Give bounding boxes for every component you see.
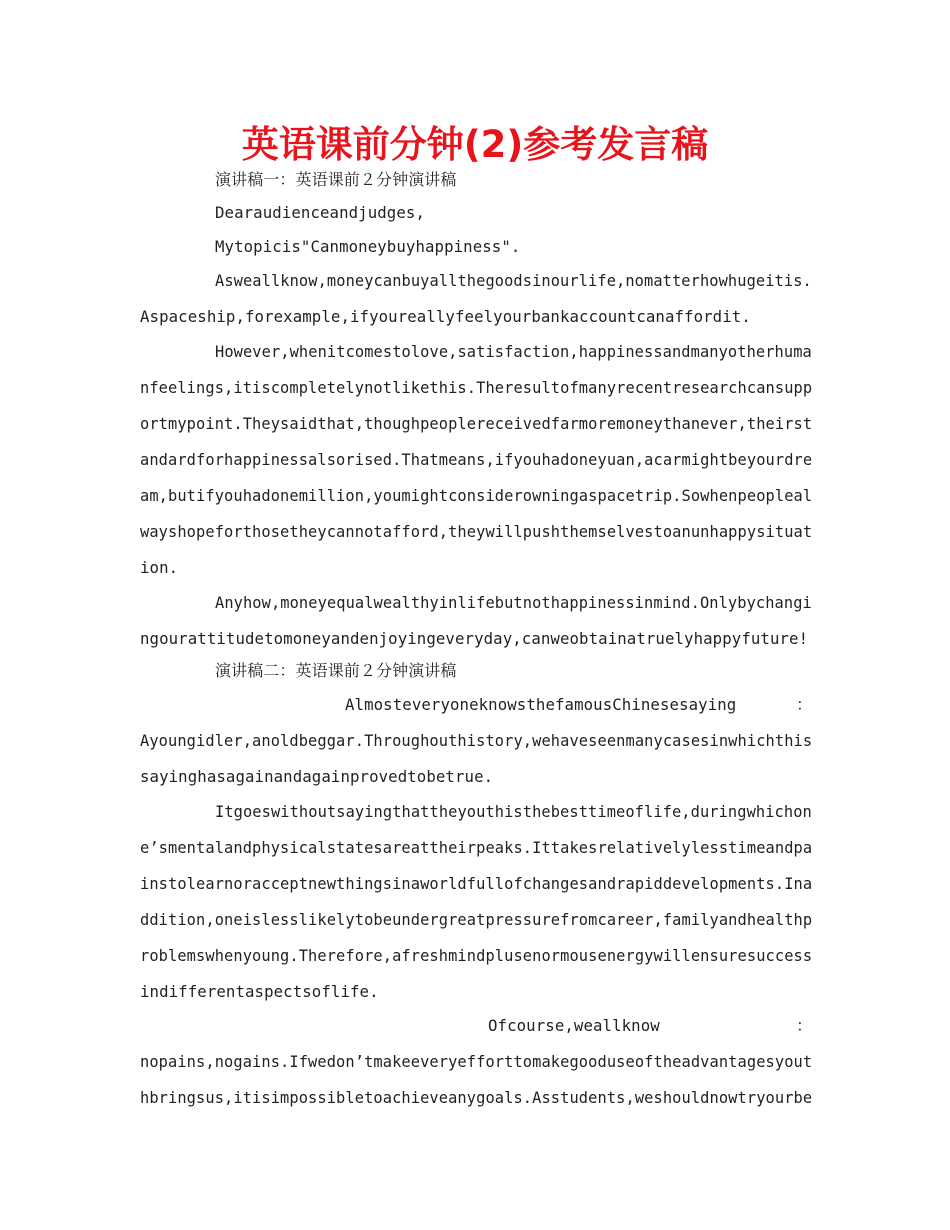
text-line: Anyhow,moneyequalwealthyinlifebutnothappinessinmind.Onlybychangi [215, 593, 812, 612]
text-line: nfeelings,itiscompletelynotlikethis.Theresultofmanyrecentresearchcansupp [140, 378, 813, 397]
text-line: ion. [140, 558, 179, 577]
speech-one-heading: 演讲稿一：英语课前２分钟演讲稿 [215, 170, 457, 189]
text-line: Ayoungidler,anoldbeggar.Throughouthistory,wehaveseenmanycasesinwhichthis [140, 731, 813, 750]
text-line: Dearaudienceandjudges, [215, 203, 425, 222]
text-line: wayshopeforthosetheycannotafford,theywillpushthemselvestoanunhappysituat [140, 522, 813, 541]
text-line: Asweallknow,moneycanbuyallthegoodsinourlife,nomatterhowhugeitis. [215, 271, 812, 290]
text-line: Mytopicis"Canmoneybuyhappiness". [215, 237, 521, 256]
document-title: 英语课前分钟(2)参考发言稿 [241, 123, 709, 166]
text-line: am,butifyouhadonemillion,youmightconsiderowningaspacetrip.Sowhenpeopleal [140, 486, 813, 505]
colon-mark: ： [796, 1016, 812, 1035]
text-line: roblemswhenyoung.Therefore,afreshmindplusenormousenergywillensuresuccess [140, 946, 813, 965]
text-line: e’smentalandphysicalstatesareattheirpeaks.Ittakesrelativelylesstimeandpa [140, 838, 813, 857]
text-line: sayinghasagainandagainprovedtobetrue. [140, 767, 494, 786]
text-line: instolearnoracceptnewthingsinaworldfullofchangesandrapiddevelopments.Ina [140, 874, 813, 893]
text-line: Aspaceship,forexample,ifyoureallyfeelyourbankaccountcanaffordit. [140, 307, 751, 326]
speech-two-heading: 演讲稿二：英语课前２分钟演讲稿 [215, 661, 457, 680]
text-line: Ofcourse,weallknow [488, 1016, 660, 1035]
text-line: AlmosteveryoneknowsthefamousChinesesaying [345, 695, 737, 714]
text-line: nopains,nogains.Ifwedon’tmakeeveryefforttomakegooduseoftheadvantagesyout [140, 1052, 813, 1071]
text-line: andardforhappinessalsorised.Thatmeans,ifyouhadoneyuan,acarmightbeyourdre [140, 450, 813, 469]
text-line: ortmypoint.Theysaidthat,thoughpeoplereceivedfarmoremoneythanever,theirst [140, 414, 813, 433]
text-line: However,whenitcomestolove,satisfaction,happinessandmanyotherhuma [215, 342, 812, 361]
text-line: indifferentaspectsoflife. [140, 982, 379, 1001]
colon-mark: ： [796, 695, 812, 714]
text-line: ngourattitudetomoneyandenjoyingeveryday,canweobtainatruelyhappyfuture! [140, 629, 809, 648]
text-line: ddition,oneislesslikelytobeundergreatpressurefromcareer,familyandhealthp [140, 910, 813, 929]
text-line: hbringsus,itisimpossibletoachieveanygoals.Asstudents,weshouldnowtryourbe [140, 1088, 813, 1107]
text-line: Itgoeswithoutsayingthattheyouthisthebesttimeoflife,duringwhichon [215, 802, 812, 821]
